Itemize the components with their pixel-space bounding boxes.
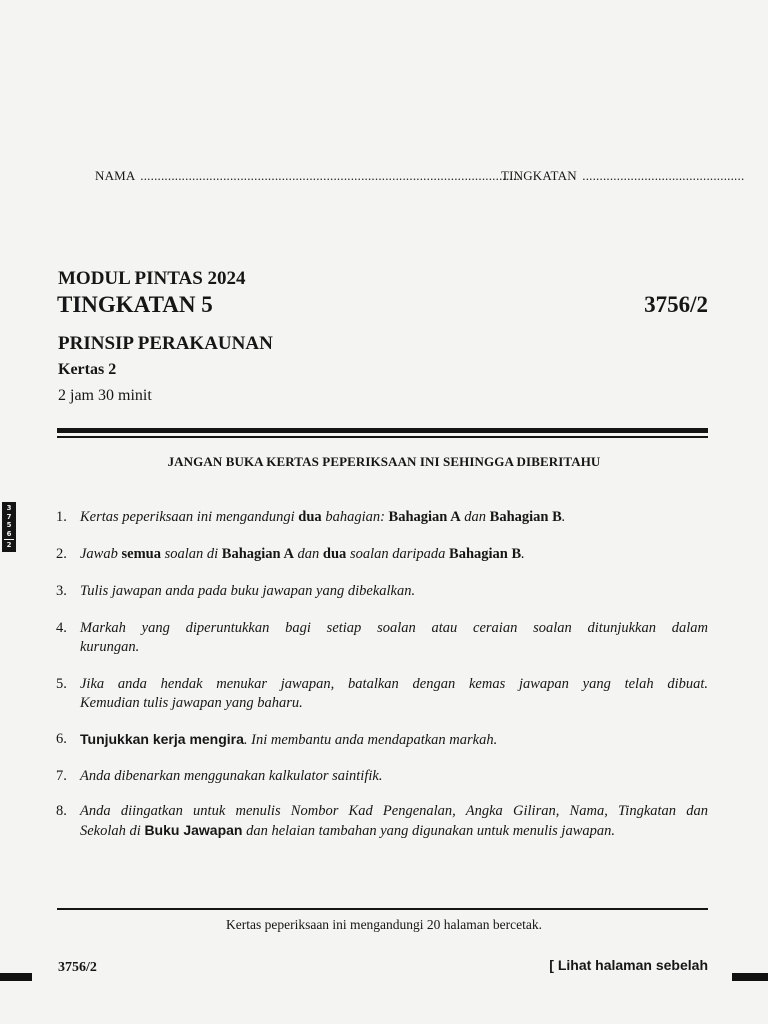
instruction-text-cont: Kemudian tulis jawapan yang baharu.	[80, 695, 303, 711]
duration: 2 jam 30 minit	[58, 387, 152, 404]
instruction-8	[56, 802, 708, 841]
form-level: TINGKATAN 5	[57, 292, 213, 317]
instruction-number: 5.	[56, 676, 67, 692]
instruction-bold: Bahagian B	[449, 546, 522, 562]
paper-code: 3756/2	[644, 292, 708, 317]
instruction-text: Markah yang diperuntukkan bagi setiap soalan atau ceraian soalan ditunjukkan dalam	[80, 620, 708, 636]
instruction-bold: dua	[322, 546, 347, 562]
tingkatan-label: TINGKATAN	[500, 168, 577, 183]
divider-thin	[57, 436, 708, 438]
instruction-bold: Bahagian A	[388, 509, 461, 525]
instruction-text-cont: Sekolah di	[80, 823, 145, 839]
instruction-bold: dua	[298, 509, 322, 525]
see-next-page: [ Lihat halaman sebelah	[549, 957, 708, 973]
instruction-text: bahagian:	[321, 509, 389, 525]
instruction-text: Tulis jawapan anda pada buku jawapan yang dibekalkan.	[80, 583, 416, 599]
instruction-1	[56, 508, 708, 527]
instruction-bold: Bahagian B	[489, 509, 562, 525]
instruction-text: . Ini membantu anda mendapatkan markah.	[243, 732, 498, 748]
paper-number: Kertas 2	[58, 361, 117, 378]
nama-label: NAMA	[95, 168, 135, 183]
side-tab-digit: 7	[6, 512, 12, 521]
instruction-7	[56, 767, 708, 786]
instruction-text: soalan di	[160, 546, 222, 562]
nama-blank: ...............................................................................................................	[140, 168, 524, 183]
tingkatan-blank: ...............................................	[582, 168, 745, 183]
do-not-open-warning: JANGAN BUKA KERTAS PEPERIKSAAN INI SEHINGGA DIBERITAHU	[167, 454, 601, 469]
side-tab-separator	[4, 539, 14, 540]
instruction-text: .	[521, 546, 525, 562]
instruction-number: 3.	[56, 583, 67, 599]
instruction-bold: Buku Jawapan	[144, 822, 243, 838]
instruction-3	[56, 582, 708, 601]
instruction-text: Anda diingatkan untuk menulis Nombor Kad Pengenalan, Angka Giliran, Nama, Tingkatan dan	[80, 803, 708, 819]
footer-divider	[57, 908, 708, 910]
divider-thick	[57, 428, 708, 433]
instruction-text-cont: dan helaian tambahan yang digunakan untuk menulis jawapan.	[242, 823, 616, 839]
instruction-number: 2.	[56, 546, 67, 562]
instruction-text: dan	[460, 509, 490, 525]
instruction-text: .	[561, 509, 566, 525]
instruction-6	[56, 730, 708, 750]
instruction-number: 8.	[56, 803, 67, 819]
side-tab-digit: 6	[6, 529, 12, 538]
side-tab-digit: 2	[6, 541, 12, 550]
edge-mark-right	[732, 973, 768, 981]
footer-paper-code: 3756/2	[58, 960, 97, 975]
instruction-bold: semua	[121, 546, 161, 562]
instruction-text: Kertas peperiksaan ini mengandungi	[80, 509, 299, 525]
edge-mark-left	[0, 973, 32, 981]
instruction-text: Jika anda hendak menukar jawapan, batalkan dengan kemas jawapan yang telah dibuat.	[80, 676, 708, 692]
instruction-number: 7.	[56, 768, 67, 784]
instruction-4	[56, 619, 708, 657]
instruction-number: 1.	[56, 509, 67, 525]
name-form-line	[95, 168, 745, 184]
instruction-text: Jawab	[80, 546, 122, 562]
instruction-5	[56, 675, 708, 713]
instruction-number: 4.	[56, 620, 67, 636]
instruction-text: soalan daripada	[346, 546, 450, 562]
side-tab-digit: 3	[6, 504, 12, 512]
instruction-bold: Bahagian A	[221, 546, 294, 562]
subject-title: PRINSIP PERAKAUNAN	[58, 333, 273, 354]
side-tab-digit: 5	[6, 521, 12, 530]
instruction-number: 6.	[56, 731, 67, 747]
side-code-tab	[2, 502, 16, 552]
module-title: MODUL PINTAS 2024	[58, 268, 246, 289]
instruction-text-cont: kurungan.	[80, 639, 140, 655]
instruction-bold: Tunjukkan kerja mengira	[80, 731, 244, 747]
instruction-text: Anda dibenarkan menggunakan kalkulator saintifik.	[80, 768, 383, 784]
instruction-text: dan	[293, 546, 323, 562]
page-count-note: Kertas peperiksaan ini mengandungi 20 halaman bercetak.	[225, 917, 542, 932]
instruction-2	[56, 545, 708, 564]
